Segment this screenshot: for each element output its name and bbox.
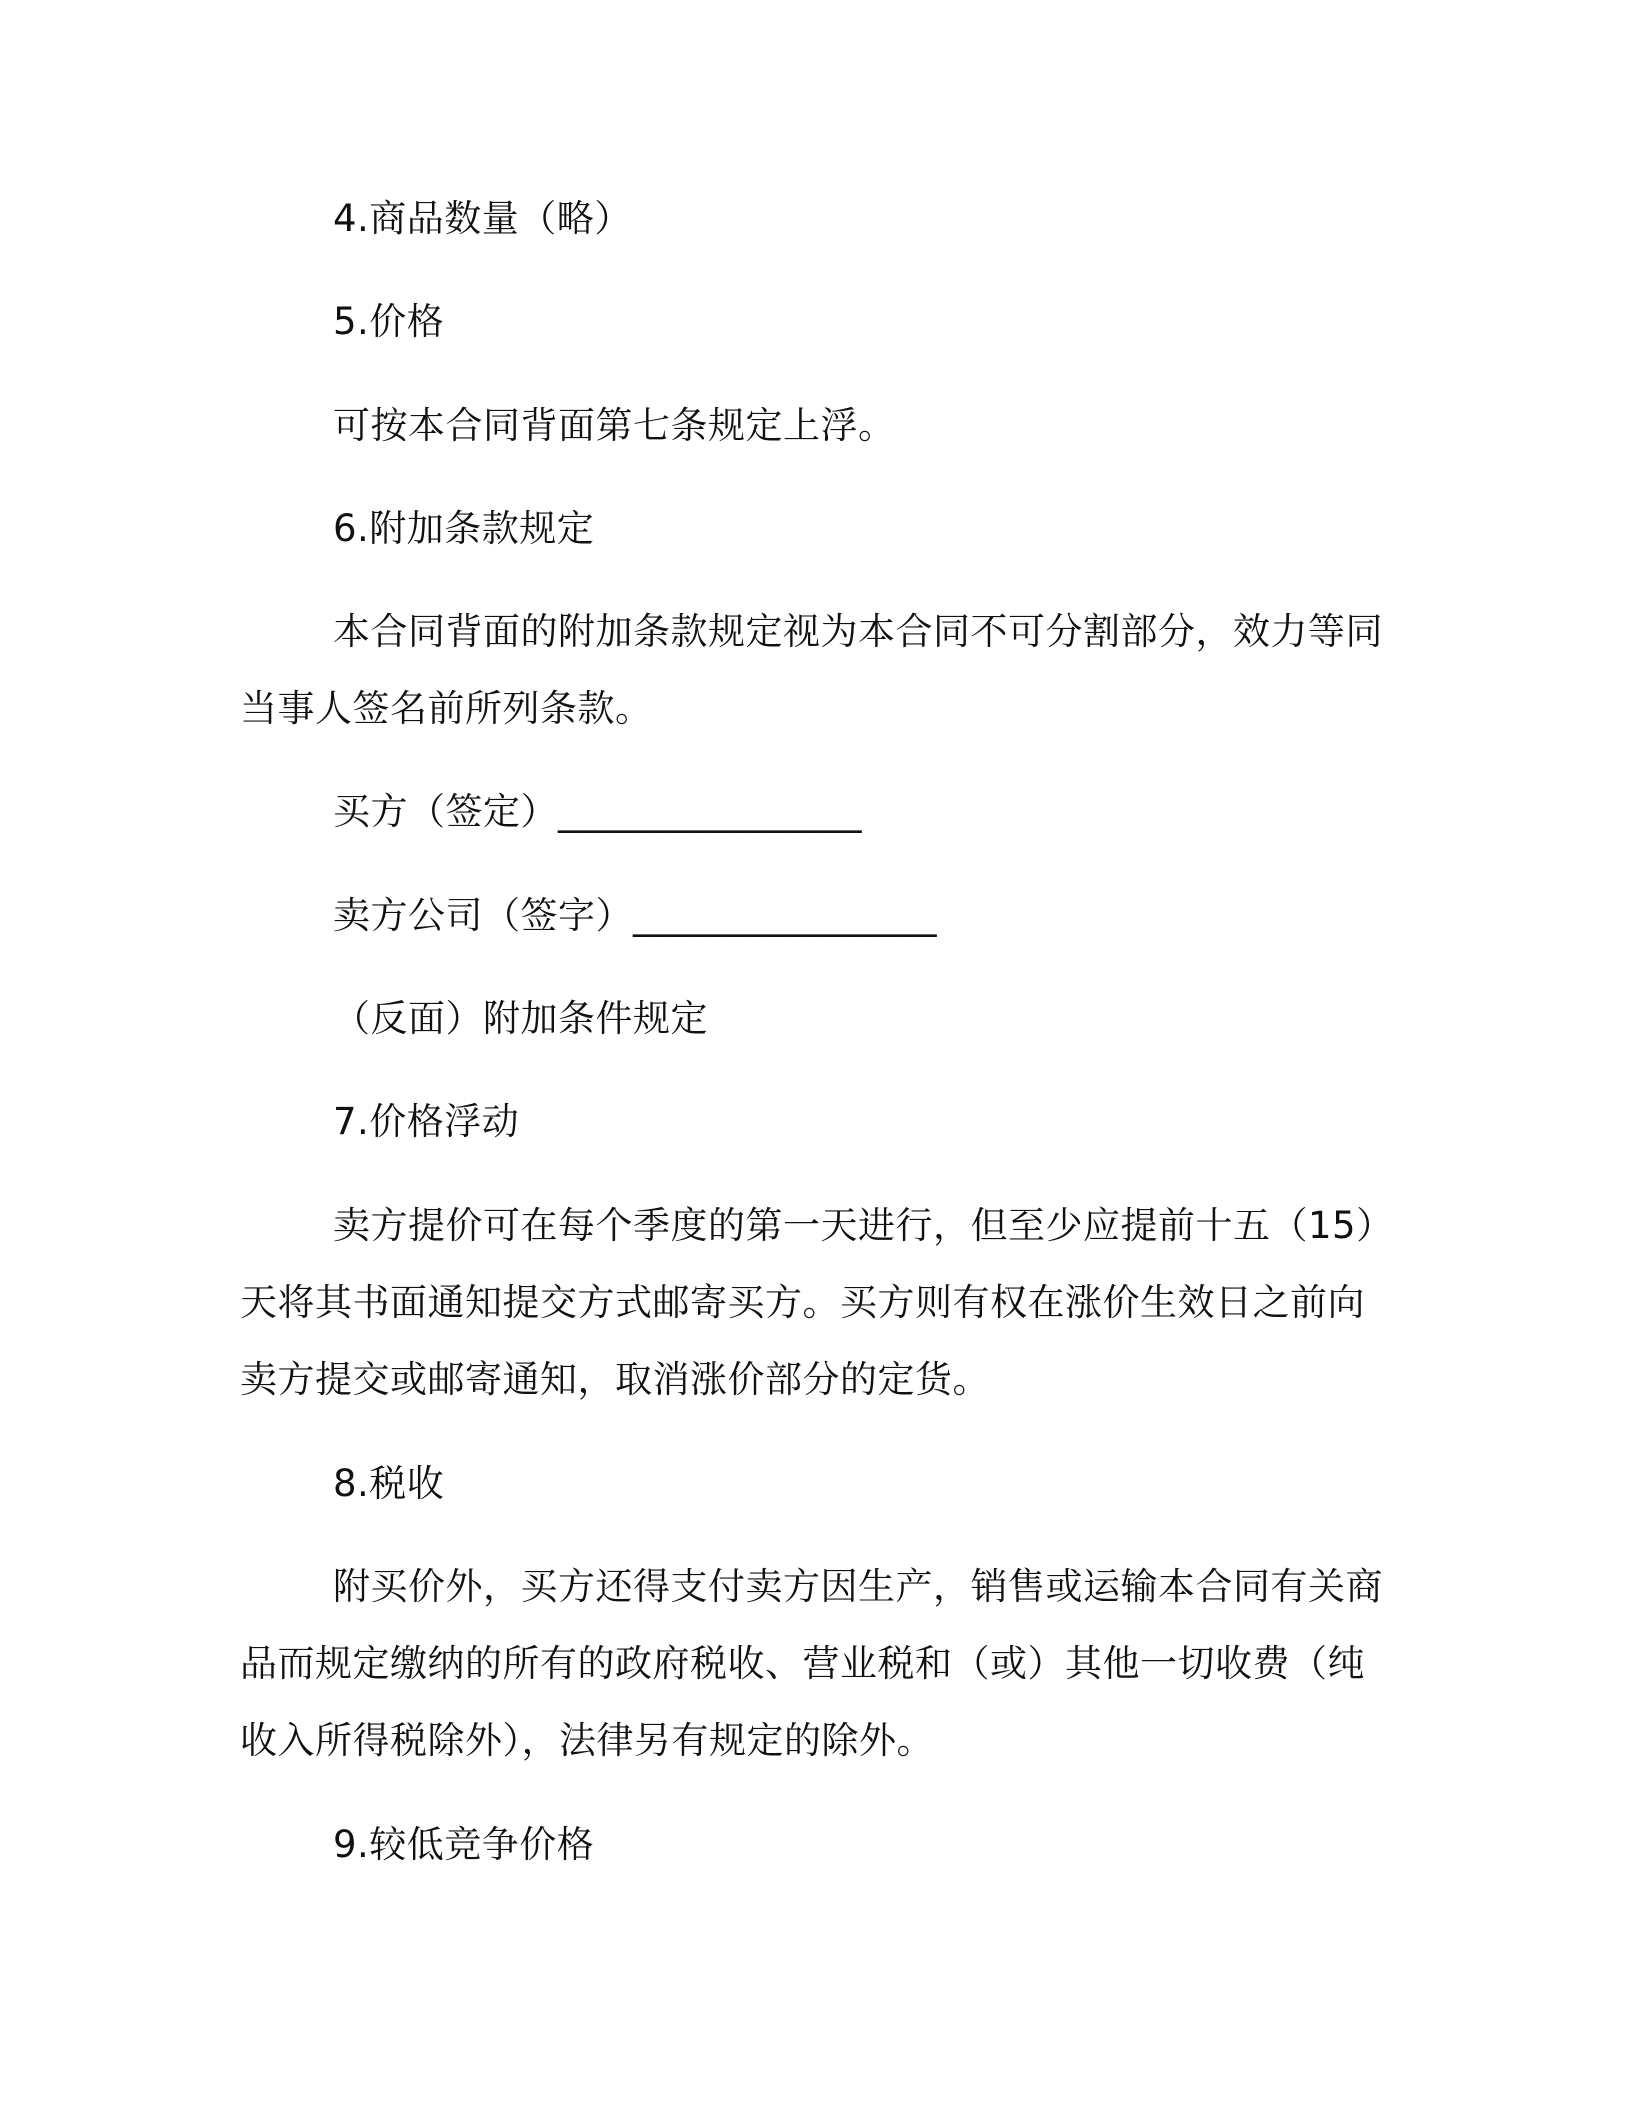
section-7-body-line-2: 天将其书面通知提交方式邮寄买方。买方则有权在涨价生效日之前向: [240, 1281, 1365, 1324]
section-5-heading: 5.价格: [333, 300, 445, 343]
section-5-body: 可按本合同背面第七条规定上浮。: [333, 404, 896, 447]
section-8-body-line-2: 品而规定缴纳的所有的政府税收、营业税和（或）其他一切收费（纯: [240, 1642, 1365, 1685]
section-6-heading: 6.附加条款规定: [333, 507, 595, 550]
seller-signature-line: 卖方公司（签字）________________: [333, 894, 937, 937]
section-7-body-line-3: 卖方提交或邮寄通知，取消涨价部分的定货。: [240, 1358, 990, 1401]
section-7-heading: 7.价格浮动: [333, 1100, 520, 1143]
section-8-heading: 8.税收: [333, 1462, 445, 1505]
section-4-heading: 4.商品数量（略）: [333, 197, 632, 240]
section-6-body-line-2: 当事人签名前所列条款。: [240, 687, 653, 730]
section-8-body-line-1: 附买价外，买方还得支付卖方因生产，销售或运输本合同有关商: [333, 1565, 1383, 1608]
buyer-signature-line: 买方（签定）________________: [333, 790, 862, 833]
section-7-body-line-1: 卖方提价可在每个季度的第一天进行，但至少应提前十五（15）: [333, 1204, 1394, 1247]
section-8-body-line-3: 收入所得税除外），法律另有规定的除外。: [240, 1719, 934, 1762]
section-9-heading: 9.较低竞争价格: [333, 1823, 595, 1866]
reverse-side-heading: （反面）附加条件规定: [333, 997, 708, 1040]
section-6-body-line-1: 本合同背面的附加条款规定视为本合同不可分割部分，效力等同: [333, 610, 1383, 653]
